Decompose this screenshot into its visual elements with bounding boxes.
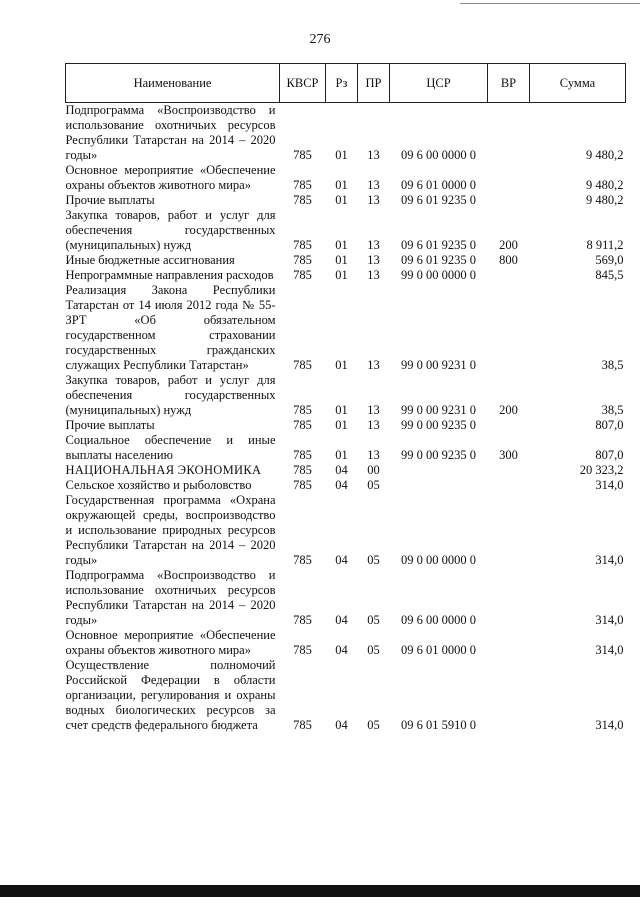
row-pr: 05 [367, 613, 380, 627]
row-rz: 04 [335, 718, 348, 732]
row-vr: 200 [499, 403, 518, 417]
table-row [66, 493, 626, 568]
row-csr: 09 0 00 0000 0 [401, 553, 476, 567]
row-vr [488, 628, 530, 658]
row-vr [488, 163, 530, 193]
row-pr: 05 [367, 553, 380, 567]
row-sum: 314,0 [595, 643, 624, 657]
table-row [66, 268, 626, 283]
header-name: Наименование [66, 64, 280, 103]
row-pr: 13 [367, 418, 380, 432]
row-name: Основное мероприятие «Обеспечение охраны объектов животного мира» [65, 163, 276, 192]
row-rz: 01 [335, 253, 348, 267]
row-sum: 9 480,2 [586, 178, 624, 192]
row-name: Реализация Закона Республики Татарстан от 14 июля 2012 года № 55-ЗРТ «Об обязательном государственном страховании государственных гражданских служащих Республики Татарстан» [65, 283, 276, 372]
row-csr [390, 478, 488, 493]
page-number: 276 [309, 32, 331, 47]
row-vr [488, 193, 530, 208]
row-pr: 13 [367, 178, 380, 192]
row-kvsr: 785 [293, 448, 312, 462]
row-pr: 13 [367, 253, 380, 267]
row-pr: 13 [367, 358, 380, 372]
row-vr [488, 478, 530, 493]
row-name: Осуществление полномочий Российской Федерации в области организации, регулирования и охраны водных биологических ресурсов за счет средств федерального бюджета [65, 658, 276, 732]
row-csr: 99 0 00 9231 0 [401, 403, 476, 417]
row-sum: 807,0 [595, 418, 624, 432]
row-rz: 01 [335, 448, 348, 462]
row-sum: 38,5 [601, 403, 624, 417]
row-kvsr: 785 [293, 643, 312, 657]
row-sum: 569,0 [595, 253, 624, 267]
table-row [66, 478, 626, 493]
row-name: Подпрограмма «Воспроизводство и использование охотничьих ресурсов Республики Татарстан на 2014 – 2020 годы» [65, 568, 276, 627]
row-name: Непрограммные направления расходов [65, 268, 274, 282]
row-kvsr: 785 [293, 238, 312, 252]
row-name: Социальное обеспечение и иные выплаты населению [65, 433, 276, 462]
row-csr: 09 6 01 9235 0 [401, 253, 476, 267]
row-csr: 09 6 01 0000 0 [401, 178, 476, 192]
row-rz: 01 [335, 148, 348, 162]
row-sum: 8 911,2 [586, 238, 624, 252]
row-sum: 314,0 [595, 718, 624, 732]
row-kvsr: 785 [293, 463, 312, 477]
row-name: Закупка товаров, работ и услуг для обеспечения государственных (муниципальных) нужд [65, 373, 276, 417]
row-rz: 01 [335, 403, 348, 417]
row-kvsr: 785 [293, 268, 312, 282]
row-name: Основное мероприятие «Обеспечение охраны объектов животного мира» [65, 628, 276, 657]
row-kvsr: 785 [293, 553, 312, 567]
row-csr: 99 0 00 9235 0 [401, 418, 476, 432]
row-name: Закупка товаров, работ и услуг для обеспечения государственных (муниципальных) нужд [65, 208, 276, 252]
row-kvsr: 785 [293, 178, 312, 192]
row-rz: 04 [335, 643, 348, 657]
row-kvsr: 785 [293, 253, 312, 267]
row-kvsr: 785 [293, 478, 312, 492]
row-kvsr: 785 [293, 403, 312, 417]
row-rz: 01 [335, 418, 348, 432]
row-csr: 99 0 00 9235 0 [401, 448, 476, 462]
table-row [66, 373, 626, 418]
row-rz: 04 [335, 478, 348, 492]
row-sum: 314,0 [595, 613, 624, 627]
table-row [66, 253, 626, 268]
row-kvsr: 785 [293, 358, 312, 372]
row-pr: 05 [367, 643, 380, 657]
row-name: Прочие выплаты [65, 193, 155, 207]
row-name: Государственная программа «Охрана окружающей среды, воспроизводство и использование природных ресурсов Республики Татарстан на 2014 – 2020 годы» [65, 493, 276, 567]
row-pr: 13 [367, 448, 380, 462]
scan-bottom-bar [0, 885, 640, 897]
row-sum: 845,5 [595, 268, 624, 282]
row-kvsr: 785 [293, 148, 312, 162]
row-vr: 200 [499, 238, 518, 252]
row-name: Сельское хозяйство и рыболовство [65, 478, 252, 492]
row-rz: 01 [335, 178, 348, 192]
table-row [66, 283, 626, 373]
row-csr: 09 6 00 0000 0 [401, 148, 476, 162]
row-vr [488, 658, 530, 733]
row-rz: 01 [335, 193, 348, 207]
header-sum: Сумма [530, 64, 626, 103]
row-kvsr: 785 [293, 613, 312, 627]
header-pr: ПР [358, 64, 390, 103]
table-row [66, 418, 626, 433]
row-pr: 05 [367, 478, 380, 492]
row-csr: 99 0 00 9231 0 [401, 358, 476, 372]
row-sum: 9 480,2 [586, 148, 624, 162]
row-pr: 13 [367, 403, 380, 417]
table-row [66, 433, 626, 463]
row-vr: 800 [499, 253, 518, 267]
row-vr [488, 103, 530, 164]
row-name: Подпрограмма «Воспроизводство и использование охотничьих ресурсов Республики Татарстан на 2014 – 2020 годы» [65, 103, 276, 162]
row-csr: 09 6 01 5910 0 [401, 718, 476, 732]
header-csr: ЦСР [390, 64, 488, 103]
row-pr: 05 [367, 718, 380, 732]
row-csr: 99 0 00 0000 0 [401, 268, 476, 282]
table-row [66, 568, 626, 628]
row-rz: 01 [335, 238, 348, 252]
table-row-section [66, 463, 626, 478]
row-sum: 314,0 [595, 553, 624, 567]
row-pr: 00 [367, 463, 380, 477]
row-vr [488, 283, 530, 373]
row-rz: 04 [335, 553, 348, 567]
row-sum: 807,0 [595, 448, 624, 462]
row-name: Прочие выплаты [65, 418, 155, 432]
scan-edge-line [460, 3, 640, 4]
row-sum: 20 323,2 [579, 463, 624, 477]
table-row [66, 628, 626, 658]
row-sum: 314,0 [595, 478, 624, 492]
row-vr: 300 [499, 448, 518, 462]
row-kvsr: 785 [293, 718, 312, 732]
row-rz: 01 [335, 268, 348, 282]
row-csr [390, 463, 488, 478]
table-row [66, 658, 626, 733]
row-csr: 09 6 01 9235 0 [401, 238, 476, 252]
row-vr [488, 418, 530, 433]
row-csr: 09 6 01 0000 0 [401, 643, 476, 657]
row-sum: 9 480,2 [586, 193, 624, 207]
table-row [66, 193, 626, 208]
row-rz: 04 [335, 613, 348, 627]
header-vr: ВР [488, 64, 530, 103]
row-pr: 13 [367, 148, 380, 162]
row-name: Иные бюджетные ассигнования [65, 253, 235, 267]
row-rz: 01 [335, 358, 348, 372]
table-row [66, 208, 626, 253]
row-vr [488, 568, 530, 628]
budget-table [65, 63, 626, 733]
row-rz: 04 [335, 463, 348, 477]
row-pr: 13 [367, 193, 380, 207]
table-row [66, 103, 626, 164]
row-vr [488, 493, 530, 568]
row-vr [488, 268, 530, 283]
table-header-row [66, 64, 626, 103]
row-name: НАЦИОНАЛЬНАЯ ЭКОНОМИКА [65, 463, 262, 477]
row-csr: 09 6 00 0000 0 [401, 613, 476, 627]
header-kvsr: КВСР [280, 64, 326, 103]
row-csr: 09 6 01 9235 0 [401, 193, 476, 207]
row-pr: 13 [367, 238, 380, 252]
row-kvsr: 785 [293, 418, 312, 432]
header-rz: Рз [326, 64, 358, 103]
table-row [66, 163, 626, 193]
budget-table-container [65, 63, 625, 733]
row-vr [488, 463, 530, 478]
row-sum: 38,5 [601, 358, 624, 372]
row-kvsr: 785 [293, 193, 312, 207]
row-pr: 13 [367, 268, 380, 282]
